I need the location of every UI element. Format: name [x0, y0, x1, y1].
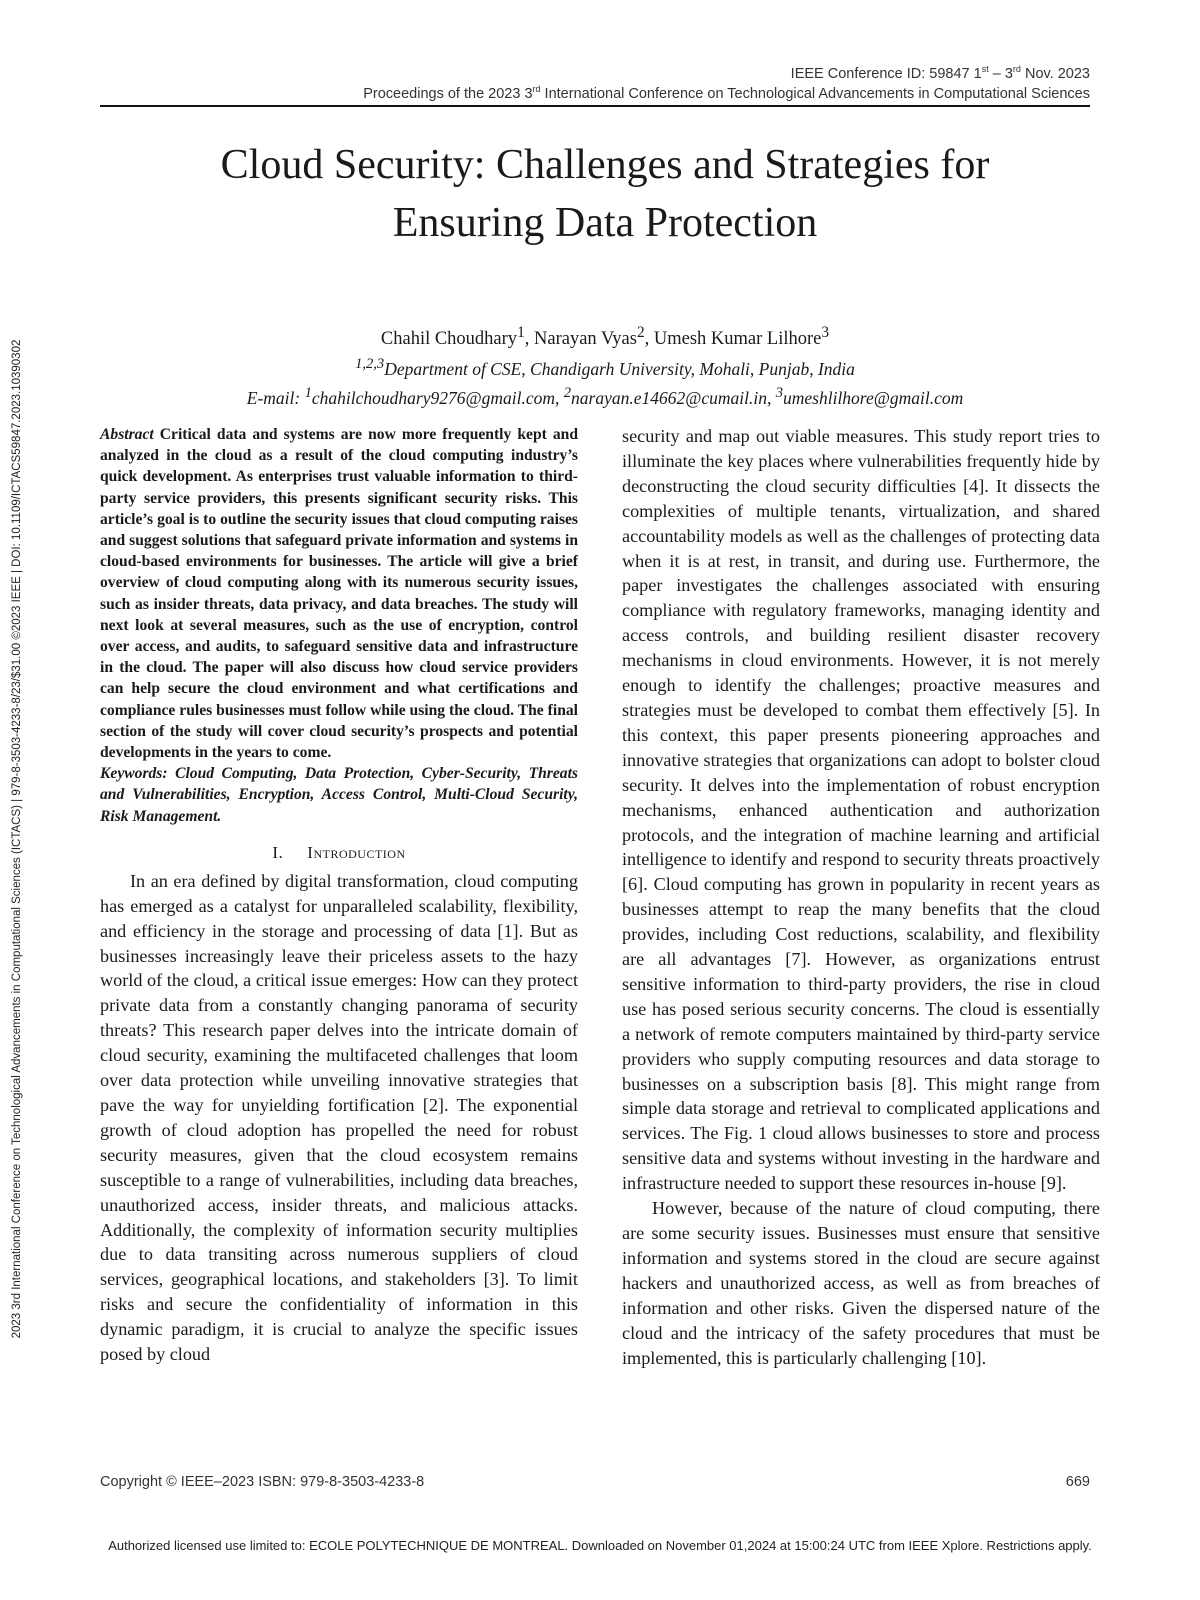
proceedings-text: Proceedings of the 2023 3: [363, 86, 533, 102]
paper-title: [100, 136, 1110, 252]
email-label: E-mail:: [246, 387, 305, 408]
conference-header: [100, 64, 1090, 104]
title-line: Cloud Security: Challenges and Strategies for: [220, 142, 990, 188]
right-column: [622, 424, 1100, 1370]
license-notice: Authorized licensed use limited to: ECOLE POLYTECHNIQUE DE MONTREAL. Downloaded on November 01,2024 at 15:00:24 UTC from IEEE Xplore. Restrictions apply.: [108, 1538, 1092, 1553]
section-number: I.: [272, 842, 284, 862]
email-address: narayan.e14662@cumail.in,: [571, 387, 776, 408]
doi-sidebar: 2023 3rd International Conference on Technological Advancements in Computational Sciences (ICTACS) | 979-8-3503-4233-8/23/$31.00 ©2023 IEEE | DOI: 10.1109/ICTACS59847.2023.10390302: [11, 339, 23, 1339]
body-paragraph: However, because of the nature of cloud computing, there are some security issues. Businesses must ensure that sensitive information and systems stored in the cloud are secure against hackers and unauthorized access, as well as from breaches of information and other risks. Given the dispersed nature of the cloud and the intricacy of the safety procedures that must be implemented, this is particularly challenging [10].: [622, 1198, 1100, 1368]
sup: 1,2,3: [355, 356, 385, 373]
section-heading: [100, 841, 578, 865]
keywords: Keywords: Cloud Computing, Data Protection, Cyber-Security, Threats and Vulnerabilities, Encryption, Access Control, Multi-Cloud Security, Risk Management.: [100, 765, 578, 825]
author-name: Umesh Kumar Lilhore: [653, 329, 822, 350]
separator: ,: [644, 329, 654, 350]
sup: rd: [1012, 64, 1021, 75]
sup: 2: [636, 324, 645, 341]
email-address: umeshlilhore@gmail.com: [783, 387, 964, 408]
copyright: Copyright © IEEE–2023 ISBN: 979-8-3503-4233-8: [100, 1474, 425, 1490]
affiliation: [100, 352, 1110, 381]
sup: st: [981, 64, 989, 75]
proceedings-text: International Conference on Technological Advancements in Computational Sciences: [540, 86, 1090, 102]
header-rule: [100, 105, 1090, 107]
body-paragraph: security and map out viable measures. This study report tries to illuminate the key places where vulnerabilities frequently hide by deconstructing the cloud security difficulties [4]. It dissects the complexities of multiple tenants, virtualization, and shared accountability models as well as the challenges of protecting data when it is at rest, in transit, and during use. Furthermore, the paper investigates the challenges associated with ensuring compliance with regulatory frameworks, managing identity and access controls, and building resilient disaster recovery mechanisms in cloud environments. However, it is not merely enough to identify the challenges; proactive measures and strategies must be developed to combat them effectively [5]. In this context, this paper presents pioneering approaches and innovative strategies that organizations can adopt to bolster cloud security. It delves into the implementation of robust encryption mechanisms, enhanced authentication and authorization protocols, and the integration of machine learning and artificial intelligence to identify and respond to security threats proactively [6]. Cloud computing has grown in popularity in recent years as businesses attempt to reap the many benefits that the cloud provides, including Cost reductions, scalability, and flexibility are all advantages [7]. However, as organizations entrust sensitive information to third-party providers, the rise in cloud use has posed serious security concerns. The cloud is essentially a network of remote computers maintained by third-party service providers who supply computing resources and data storage to businesses on a subscription basis [8]. This might range from simple data storage and retrieval to complicated applications and services. The Fig. 1 cloud allows businesses to store and process sensitive data and systems without investing in the hardware and infrastructure needed to support these resources in-house [9].: [622, 426, 1100, 1194]
body-paragraph: In an era defined by digital transformation, cloud computing has emerged as a catalyst for unparalleled scalability, flexibility, and efficiency in the storage and processing of data [1]. But as businesses increasingly leave their priceless assets to the hazy world of the cloud, a critical issue emerges: How can they protect private data from a constantly changing panorama of security threats? This research paper delves into the intricate domain of cloud security, examining the multifaceted challenges that loom over data protection while unveiling innovative strategies that pave the way for unyielding fortification [2]. The exponential growth of cloud adoption has propelled the need for robust security measures, given that the cloud ecosystem remains susceptible to a range of vulnerabilities, including data breaches, unauthorized access, insider threats, and malicious attacks. Additionally, the complexity of information security multiplies due to data transiting across numerous suppliers of cloud services, geographical locations, and stakeholders [3]. To limit risks and secure the confidentiality of information in this dynamic paradigm, it is crucial to analyze the specific issues posed by cloud: [100, 870, 578, 1365]
separator: ,: [524, 329, 535, 350]
sup: 3: [821, 324, 830, 341]
author-name: Chahil Choudhary: [380, 329, 518, 350]
conference-id-text: – 3: [988, 66, 1013, 82]
section-title: Introduction: [307, 842, 406, 862]
abstract: [100, 424, 578, 763]
page-footer: [100, 1474, 1090, 1490]
author-name: Narayan Vyas: [534, 329, 637, 350]
title-line: Ensuring Data Protection: [392, 200, 818, 246]
conference-id-text: IEEE Conference ID: 59847 1: [790, 66, 982, 82]
email-line: [100, 381, 1110, 410]
left-column: [100, 424, 578, 1367]
affiliation-text: Department of CSE, Chandigarh University, Mohali, Punjab, India: [384, 358, 855, 379]
conference-id: [100, 64, 1090, 84]
abstract-label: Abstract: [100, 426, 154, 443]
sup: rd: [532, 84, 541, 95]
author-block: [100, 320, 1110, 410]
proceedings-line: [100, 84, 1090, 104]
page-number: 669: [1065, 1474, 1090, 1490]
sup: 1: [517, 324, 525, 341]
sup: 2: [563, 384, 572, 401]
conference-id-text: Nov. 2023: [1020, 66, 1090, 82]
email-address: chahilchoudhary9276@gmail.com,: [311, 387, 564, 408]
sup: 1: [304, 384, 312, 401]
sup: 3: [775, 384, 783, 401]
author-names: [100, 320, 1110, 352]
abstract-text: Critical data and systems are now more frequently kept and analyzed in the cloud as a result of the cloud computing industry’s quick development. As enterprises trust valuable information to third-party service providers, this presents significant security risks. This article’s goal is to outline the security issues that cloud computing raises and suggest solutions that safeguard private information and systems in cloud-based environments for businesses. The article will give a brief overview of cloud computing along with its numerous security issues, such as insider threats, data privacy, and data breaches. The study will next look at several measures, such as the use of encryption, control over access, and audits, to safeguard sensitive data and infrastructure in the cloud. The paper will also discuss how cloud service providers can help secure the cloud environment and what certifications and compliance rules businesses must follow while using the cloud. The final section of the study will cover cloud security’s prospects and potential developments in the years to come.: [100, 426, 578, 762]
